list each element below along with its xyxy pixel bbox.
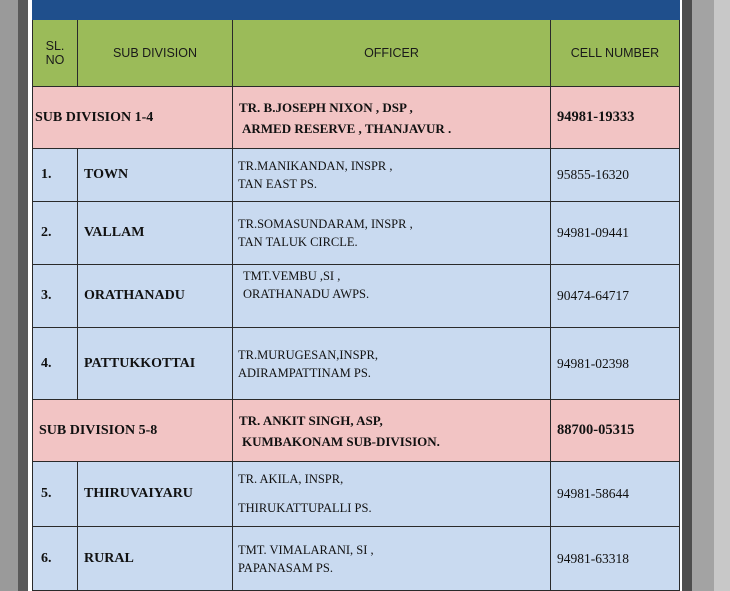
scrollbar-track[interactable] [714, 0, 730, 591]
sub-division-cell: 88700-05315 [551, 400, 680, 462]
header-sl-no: SL. NO [33, 20, 78, 87]
row-officer: TMT. VIMALARANI, SI , PAPANASAM PS. [233, 527, 551, 591]
row-officer: TMT.VEMBU ,SI , ORATHANADU AWPS. [233, 265, 551, 328]
header-cell-number: CELL NUMBER [551, 20, 680, 87]
table-row [33, 265, 680, 328]
table-header-row [33, 20, 680, 87]
row-cell-number: 95855-16320 [551, 149, 680, 202]
table-row [33, 462, 680, 527]
table-row [33, 527, 680, 591]
row-officer: TR.MURUGESAN,INSPR, ADIRAMPATTINAM PS. [233, 328, 551, 400]
row-division: RURAL [78, 527, 233, 591]
row-division: TOWN [78, 149, 233, 202]
sub-division-row [33, 87, 680, 149]
sub-division-name: SUB DIVISION 5-8 [33, 400, 233, 462]
row-sl-no: 4. [33, 328, 78, 400]
row-cell-number: 94981-58644 [551, 462, 680, 527]
row-officer: TR. AKILA, INSPR, THIRUKATTUPALLI PS. [233, 462, 551, 527]
row-division: ORATHANADU [78, 265, 233, 328]
row-cell-number: 94981-09441 [551, 202, 680, 265]
sub-division-row [33, 400, 680, 462]
header-sub-division: SUB DIVISION [78, 20, 233, 87]
table-row [33, 202, 680, 265]
row-cell-number: 90474-64717 [551, 265, 680, 328]
sub-division-cell: 94981-19333 [551, 87, 680, 149]
officer-contact-table [32, 0, 680, 591]
header-officer: OFFICER [233, 20, 551, 87]
sub-division-officer: TR. B.JOSEPH NIXON , DSP , ARMED RESERVE , THANJAVUR . [233, 87, 551, 149]
row-officer: TR.SOMASUNDARAM, INSPR , TAN TALUK CIRCLE. [233, 202, 551, 265]
row-division: VALLAM [78, 202, 233, 265]
row-division: PATTUKKOTTAI [78, 328, 233, 400]
row-sl-no: 5. [33, 462, 78, 527]
row-officer: TR.MANIKANDAN, INSPR , TAN EAST PS. [233, 149, 551, 202]
row-cell-number: 94981-63318 [551, 527, 680, 591]
row-sl-no: 6. [33, 527, 78, 591]
row-division: THIRUVAIYARU [78, 462, 233, 527]
sub-division-name: SUB DIVISION 1-4 [33, 87, 233, 149]
document-page [28, 0, 682, 591]
row-sl-no: 1. [33, 149, 78, 202]
table-top-band [33, 0, 680, 20]
table-row [33, 149, 680, 202]
row-sl-no: 2. [33, 202, 78, 265]
table-row [33, 328, 680, 400]
row-sl-no: 3. [33, 265, 78, 328]
sub-division-officer: TR. ANKIT SINGH, ASP, KUMBAKONAM SUB-DIVISION. [233, 400, 551, 462]
row-cell-number: 94981-02398 [551, 328, 680, 400]
